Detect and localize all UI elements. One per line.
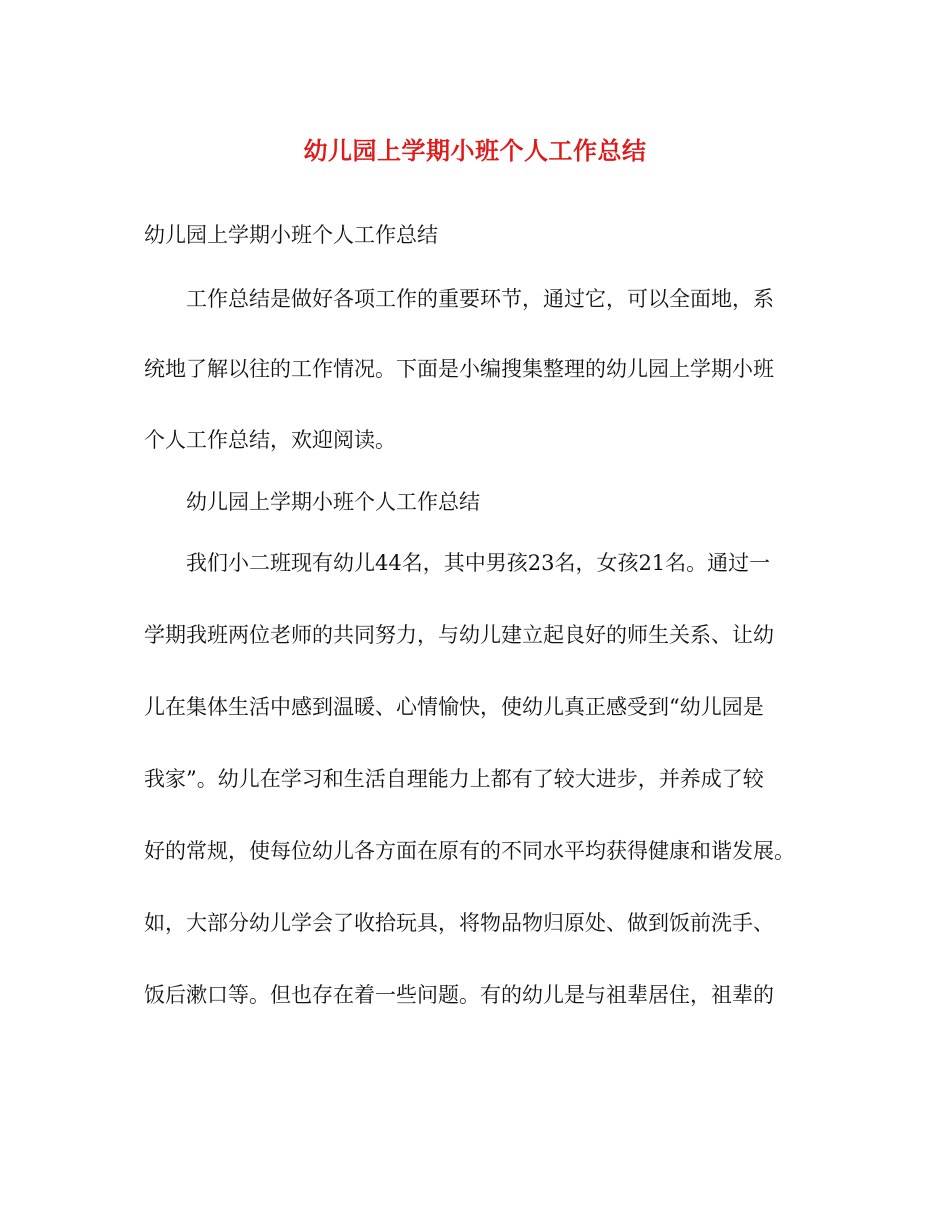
document-title: 幼儿园上学期小班个人工作总结: [303, 136, 647, 165]
paragraph-line: 我们小二班现有幼儿44名，其中男孩23名，女孩21名。通过一: [186, 551, 771, 575]
paragraph-line: 好的常规，使每位幼儿各方面在原有的不同水平均获得健康和谐发展。: [144, 839, 795, 863]
paragraph-line: 统地了解以往的工作情况。下面是小编搜集整理的幼儿园上学期小班: [144, 357, 774, 381]
section-heading-line: 幼儿园上学期小班个人工作总结: [186, 490, 480, 514]
paragraph-line: 儿在集体生活中感到温暖、心情愉快，使幼儿真正感受到“幼儿园是: [144, 695, 764, 719]
paragraph-line: 学期我班两位老师的共同努力，与幼儿建立起良好的师生关系、让幼: [144, 623, 774, 647]
paragraph-line: 如，大部分幼儿学会了收拾玩具，将物品物归原处、做到饭前洗手、: [144, 911, 774, 935]
paragraph-line: 个人工作总结，欢迎阅读。: [144, 428, 396, 452]
paragraph-line: 饭后漱口等。但也存在着一些问题。有的幼儿是与祖辈居住，祖辈的: [144, 983, 774, 1007]
document-subtitle-line: 幼儿园上学期小班个人工作总结: [144, 223, 438, 247]
paragraph-line: 我家”。幼儿在学习和生活自理能力上都有了较大进步，并养成了较: [144, 767, 764, 791]
paragraph-line: 工作总结是做好各项工作的重要环节，通过它，可以全面地，系: [186, 287, 774, 311]
